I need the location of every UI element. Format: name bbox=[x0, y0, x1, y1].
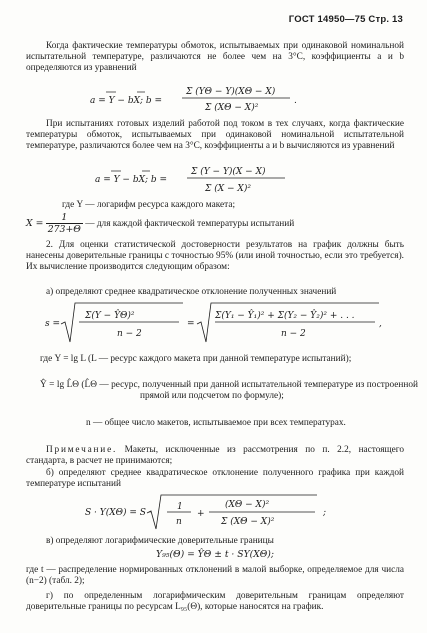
svg-text:s =: s = bbox=[45, 319, 61, 329]
formula-y95-text: Y₉₅(Θ) = ŶΘ ± t · SY(XΘ); bbox=[156, 549, 274, 560]
svg-text:Σ (Y − Y)(X − X): Σ (Y − Y)(X − X) bbox=[191, 167, 266, 177]
paragraph-2: При испытаниях готовых изделий работой под током в тех случаях, когда фактические температуры обмоток, испытываемых при одинаковой номинальной испытательной температуре, различаются более чем на 3°С, коэффициенты a и b вычисляются из уравнений bbox=[26, 119, 404, 152]
svg-text:Σ (YΘ − Y)(XΘ − X): Σ (YΘ − Y)(XΘ − X) bbox=[186, 87, 276, 97]
svg-text:Σ(Y₁ − Ŷ₁)² + Σ(Y₂ − Ŷ₂)² + .: Σ(Y₁ − Ŷ₁)² + Σ(Y₂ − Ŷ₂)² + . . . bbox=[215, 311, 355, 321]
where-n bbox=[26, 418, 427, 429]
x-numerator: 1 bbox=[46, 212, 83, 224]
x-definition bbox=[26, 212, 404, 235]
where-yhat bbox=[26, 380, 418, 402]
x-definition-text: — для каждой фактической температуры испытаний bbox=[85, 218, 295, 229]
svg-text:n: n bbox=[176, 517, 182, 527]
note bbox=[26, 445, 404, 467]
svg-text:Σ (X − X)²: Σ (X − X)² bbox=[205, 184, 251, 194]
where-y-text: где Y = lg L (L — ресурс каждого макета при данной температуре испытаний); bbox=[40, 354, 352, 364]
paragraph-9: где t — распределение нормированных отклонений в малой выборке, определяемое для числа (n−2) (табл. 2); bbox=[26, 565, 404, 587]
svg-text:=: = bbox=[187, 319, 195, 329]
svg-text:.: . bbox=[294, 96, 297, 106]
formula-2-svg bbox=[95, 164, 335, 198]
page-header: ГОСТ 14950—75 Стр. 13 bbox=[288, 14, 403, 25]
svg-text:S · Y(XΘ) = S ·: S · Y(XΘ) = S · bbox=[85, 508, 152, 518]
note-label: Примечание. bbox=[46, 445, 118, 455]
x-fraction bbox=[46, 212, 83, 235]
paragraph-8: в) определяют логарифмические доверительные границы bbox=[46, 536, 274, 546]
paragraph-1: Когда фактические температуры обмоток, испытываемых при одинаковой номинальной испытательной температуре, различаются не более чем на 3°С, коэффициенты a и b определяются из уравнений bbox=[26, 41, 404, 74]
svg-text:n − 2: n − 2 bbox=[281, 329, 306, 339]
svg-text:n − 2: n − 2 bbox=[117, 329, 142, 339]
svg-text:1: 1 bbox=[177, 502, 183, 512]
formula-sy bbox=[26, 493, 404, 536]
paragraph-7: б) определяют среднее квадратическое отклонение полученного графика при каждой температуре испытаний bbox=[26, 468, 404, 490]
formula-2 bbox=[26, 164, 404, 201]
svg-text:Σ (XΘ − X)²: Σ (XΘ − X)² bbox=[205, 103, 259, 113]
formula-s bbox=[26, 300, 404, 351]
where-y bbox=[26, 354, 418, 365]
formula-1-svg bbox=[90, 82, 340, 116]
formula-y95 bbox=[26, 549, 404, 560]
where-n-text: n — общее число макетов, испытываемое при всех температурах. bbox=[86, 418, 346, 428]
x-symbol: X = bbox=[26, 217, 44, 229]
svg-text:;: ; bbox=[323, 508, 327, 518]
formula-sy-svg bbox=[85, 493, 345, 533]
svg-text:+: + bbox=[197, 509, 205, 519]
note-text: Макеты, исключенные из рассмотрения по п. 2.2, настоящего стандарта, в расчет не принимаются; bbox=[26, 445, 405, 467]
x-denominator: 273+Θ bbox=[47, 224, 81, 236]
paragraph-5: 2. Для оценки статистической достоверности результатов на график должны быть нанесены доверительные границы с точностью 95% (или иной точностью, если это требуется). Их вычисление производится следующим образом: bbox=[26, 240, 404, 273]
svg-text:a = Y − bX; b =: a = Y − bX; b = bbox=[95, 175, 168, 185]
svg-text:Σ (XΘ − X)²: Σ (XΘ − X)² bbox=[221, 517, 275, 527]
formula-s-svg bbox=[45, 300, 385, 348]
paragraph-6: а) определяют среднее квадратическое отклонение полученных значений bbox=[46, 287, 337, 297]
paragraph-10: г) по определенным логарифмическим доверительным границам определяют доверительные границы по ресурсам L₉₅(Θ), которые наносятся на график. bbox=[26, 591, 404, 613]
svg-text:(XΘ − X)²: (XΘ − X)² bbox=[225, 500, 270, 510]
formula-1 bbox=[26, 82, 404, 119]
paragraph-3: где Y — логарифм ресурса каждого макета; bbox=[62, 200, 236, 210]
where-yhat-text: Ŷ = lg L̂Θ (L̂Θ — ресурс, полученный при данной испытательной температуре из построенной прямой или подсчетом по формуле); bbox=[40, 380, 418, 402]
svg-text:a = Y − bX; b =: a = Y − bX; b = bbox=[90, 96, 163, 106]
svg-text:,: , bbox=[379, 319, 382, 329]
svg-text:Σ(Y − ŶΘ)²: Σ(Y − ŶΘ)² bbox=[85, 311, 135, 321]
